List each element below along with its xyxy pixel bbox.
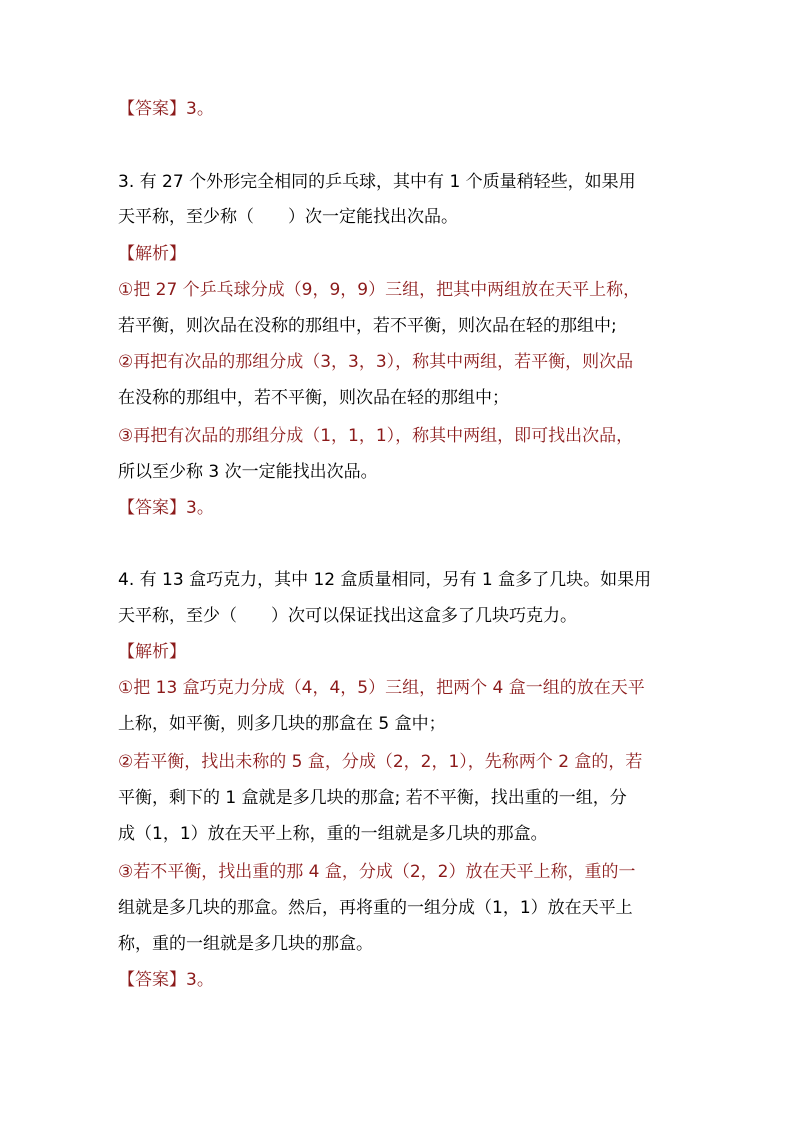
q3-step-1-line-1: ①把 27 个乒乓球分成（9，9，9）三组，把其中两组放在天平上称，: [118, 280, 641, 300]
q3-step-2-line-2: 在没称的那组中，若不平衡，则次品在轻的那组中；: [118, 388, 509, 408]
q4-step-2-line-1: ②若平衡，找出未称的 5 盒，分成（2，2，1），先称两个 2 盒的，若: [118, 752, 643, 772]
question-4-line-1: 4. 有 13 盒巧克力，其中 12 盒质量相同，另有 1 盒多了几块。如果用: [118, 570, 652, 590]
question-4-line-2: 天平称，至少（ ）次可以保证找出这盒多了几块巧克力。: [118, 606, 577, 626]
q4-step-2-line-2: 平衡，剩下的 1 盒就是多几块的那盒; 若不平衡，找出重的一组，分: [118, 788, 627, 808]
analysis-label: 【解析】: [118, 642, 186, 662]
question-3-line-1: 3. 有 27 个外形完全相同的乒乓球，其中有 1 个质量稍轻些，如果用: [118, 172, 636, 192]
q3-step-2-line-1: ②再把有次品的那组分成（3，3，3），称其中两组，若平衡，则次品: [118, 352, 634, 372]
answer-label: 【答案】3。: [118, 498, 214, 518]
q4-step-3-line-1: ③若不平衡，找出重的那 4 盒，分成（2，2）放在天平上称，重的一: [118, 862, 636, 882]
q4-step-1-line-2: 上称，如平衡，则多几块的那盒在 5 盒中；: [118, 714, 446, 734]
answer-label: 【答案】3。: [118, 99, 214, 119]
q4-step-3-line-3: 称，重的一组就是多几块的那盒。: [118, 934, 373, 954]
q3-step-3-line-1: ③再把有次品的那组分成（1，1，1），称其中两组，即可找出次品，: [118, 426, 634, 446]
answer-label: 【答案】3。: [118, 970, 214, 990]
analysis-label: 【解析】: [118, 244, 186, 264]
q4-step-1-line-1: ①把 13 盒巧克力分成（4，4，5）三组，把两个 4 盒一组的放在天平: [118, 678, 645, 698]
question-3-line-2: 天平称，至少称（ ）次一定能找出次品。: [118, 207, 458, 227]
q3-step-1-line-2: 若平衡，则次品在没称的那组中，若不平衡，则次品在轻的那组中;: [118, 316, 617, 336]
q4-step-3-line-2: 组就是多几块的那盒。然后，再将重的一组分成（1，1）放在天平上: [118, 898, 633, 918]
q3-step-3-line-2: 所以至少称 3 次一定能找出次品。: [118, 462, 378, 482]
q4-step-2-line-3: 成（1，1）放在天平上称，重的一组就是多几块的那盒。: [118, 824, 548, 844]
